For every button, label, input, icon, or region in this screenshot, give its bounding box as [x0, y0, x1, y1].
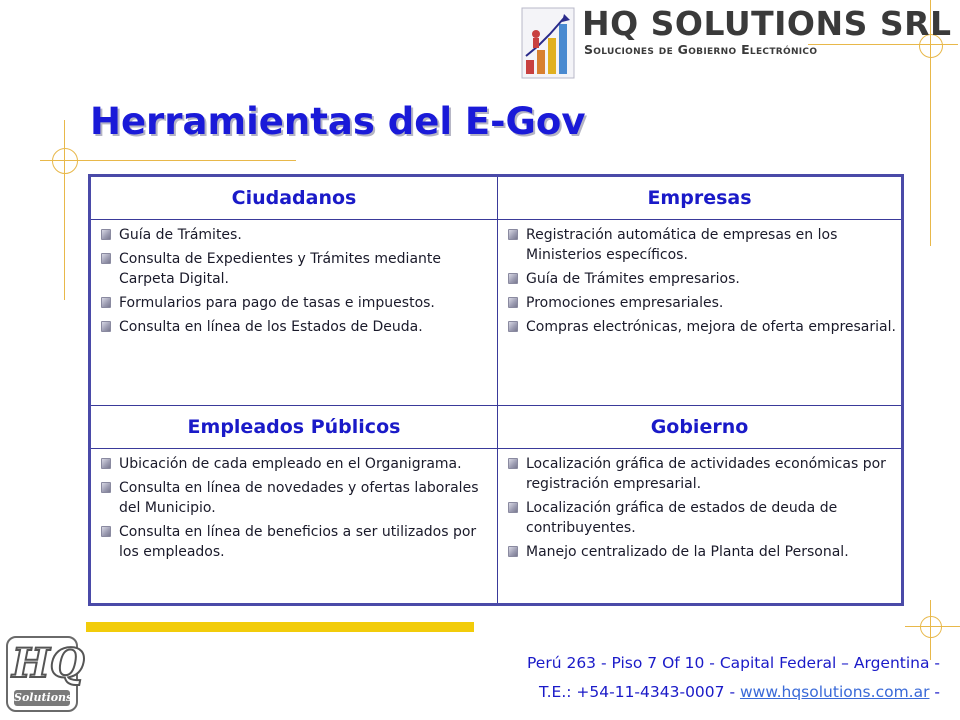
footer-contact	[539, 683, 940, 701]
bullet-icon	[101, 321, 111, 332]
growth-chart-icon	[520, 4, 578, 80]
table-divider-vertical	[497, 177, 498, 603]
company-logo	[520, 4, 952, 80]
list-item: Consulta en línea de beneficios a ser utilizados por los empleados.	[97, 522, 489, 562]
footer-phone: T.E.: +54-11-4343-0007 -	[538, 683, 736, 701]
list-item: Compras electrónicas, mejora de oferta empresarial.	[504, 317, 896, 337]
footer-logo-main: HQ	[12, 640, 85, 687]
footer-website-link[interactable]: www.hqsolutions.com.ar	[739, 683, 930, 701]
cell-gobierno	[504, 454, 896, 566]
footer-trailing: -	[934, 683, 940, 701]
list-item: Localización gráfica de estados de deuda de contribuyentes.	[504, 498, 896, 538]
list-item: Formularios para pago de tasas e impuestos.	[97, 293, 489, 313]
bullet-icon	[508, 546, 518, 557]
list-item: Consulta en línea de los Estados de Deuda.	[97, 317, 489, 337]
cell-empleados-publicos	[97, 454, 489, 566]
footer-logo	[6, 636, 85, 712]
bullet-icon	[101, 253, 111, 264]
egov-tools-table	[88, 174, 904, 606]
decor-circle-bottom-right	[920, 616, 942, 638]
company-tagline: Soluciones de Gobierno Electrónico	[584, 42, 818, 57]
list-item: Manejo centralizado de la Planta del Personal.	[504, 542, 896, 562]
table-divider-header-1	[91, 219, 901, 220]
decor-circle-left	[52, 148, 78, 174]
bullet-icon	[101, 482, 111, 493]
header-empresas: Empresas	[647, 187, 752, 209]
header-empleados-publicos: Empleados Públicos	[187, 416, 401, 438]
header-gobierno: Gobierno	[650, 416, 749, 438]
list-item: Guía de Trámites.	[97, 225, 489, 245]
table-divider-header-2	[91, 448, 901, 449]
bullet-icon	[101, 229, 111, 240]
list-item: Guía de Trámites empresarios.	[504, 269, 896, 289]
bullet-icon	[508, 458, 518, 469]
bullet-icon	[101, 297, 111, 308]
list-item: Registración automática de empresas en los Ministerios específicos.	[504, 225, 896, 265]
bullet-icon	[508, 273, 518, 284]
footer-logo-sub: Solutions	[14, 691, 73, 704]
list-item: Ubicación de cada empleado en el Organigrama.	[97, 454, 489, 474]
list-item: Localización gráfica de actividades económicas por registración empresarial.	[504, 454, 896, 494]
list-item: Consulta en línea de novedades y ofertas laborales del Municipio.	[97, 478, 489, 518]
decor-line-left	[64, 120, 65, 300]
footer-accent-bar	[86, 622, 474, 632]
cell-ciudadanos	[97, 225, 489, 341]
bullet-icon	[508, 229, 518, 240]
header-ciudadanos: Ciudadanos	[231, 187, 357, 209]
decor-line-top-left	[40, 160, 296, 161]
list-item: Consulta de Expedientes y Trámites mediante Carpeta Digital.	[97, 249, 489, 289]
bullet-icon	[101, 526, 111, 537]
bullet-icon	[508, 297, 518, 308]
company-name: HQ SOLUTIONS SRL	[582, 4, 952, 43]
bullet-icon	[508, 502, 518, 513]
page-title: Herramientas del E-Gov	[90, 100, 586, 143]
footer-address: Perú 263 - Piso 7 Of 10 - Capital Federal – Argentina -	[527, 654, 940, 672]
list-item: Promociones empresariales.	[504, 293, 896, 313]
bullet-icon	[101, 458, 111, 469]
cell-empresas	[504, 225, 896, 341]
bullet-icon	[508, 321, 518, 332]
